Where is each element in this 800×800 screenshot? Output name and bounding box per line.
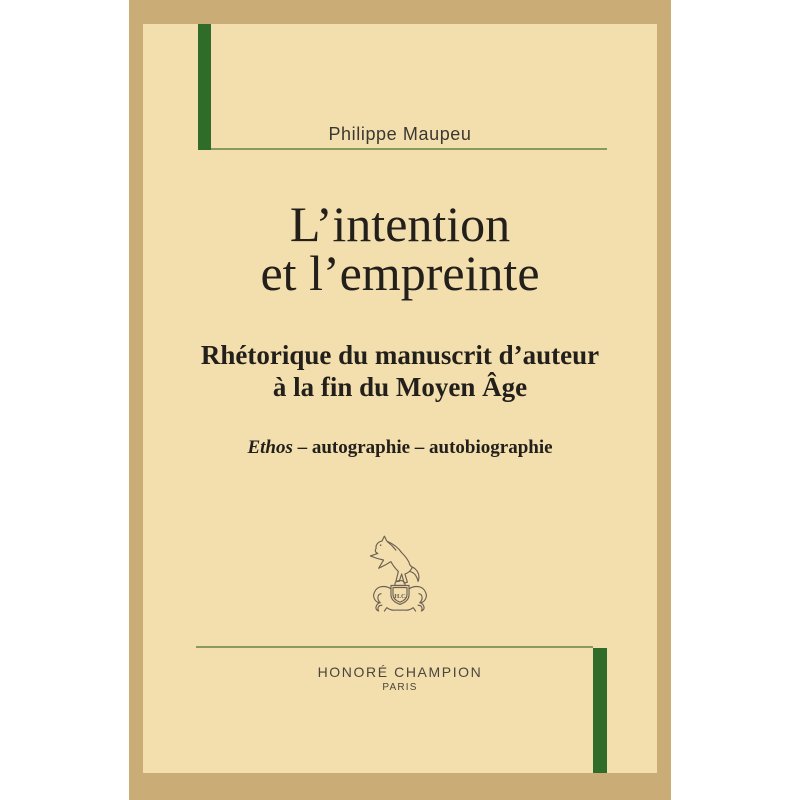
publisher-name: HONORÉ CHAMPION bbox=[317, 664, 483, 680]
book-title bbox=[143, 196, 657, 301]
title-line-2: et l’empreinte bbox=[260, 245, 540, 301]
flourish-left bbox=[374, 587, 391, 603]
banner-tip-left bbox=[384, 608, 386, 611]
banner bbox=[387, 608, 413, 610]
publisher-horse-emblem-icon bbox=[363, 531, 437, 617]
publisher-city: PARIS bbox=[382, 682, 418, 693]
flourish-left-curl bbox=[376, 603, 382, 611]
horse-outline bbox=[370, 536, 412, 583]
title-line-1: L’intention bbox=[289, 196, 511, 252]
subtitle-line-2: à la fin du Moyen Âge bbox=[272, 372, 528, 402]
footer-rule bbox=[196, 646, 593, 648]
subtitle-line-1: Rhétorique du manuscrit d’auteur bbox=[200, 340, 600, 370]
flourish-right-curl bbox=[418, 603, 424, 611]
book-subtitle bbox=[143, 339, 657, 403]
book-cover bbox=[129, 0, 671, 800]
genre-ethos: Ethos bbox=[247, 437, 293, 458]
flourish-right bbox=[409, 587, 426, 603]
banner-tip-right bbox=[413, 608, 415, 611]
header-rule bbox=[211, 148, 607, 150]
helm bbox=[395, 581, 405, 586]
genre-line bbox=[143, 437, 657, 459]
monogram: H.C bbox=[394, 592, 406, 600]
genre-rest: – autographie – autobiographie bbox=[292, 437, 553, 458]
author-name: Philippe Maupeu bbox=[328, 124, 472, 144]
horse-eye bbox=[380, 544, 382, 546]
cover-inner-panel bbox=[143, 24, 657, 773]
